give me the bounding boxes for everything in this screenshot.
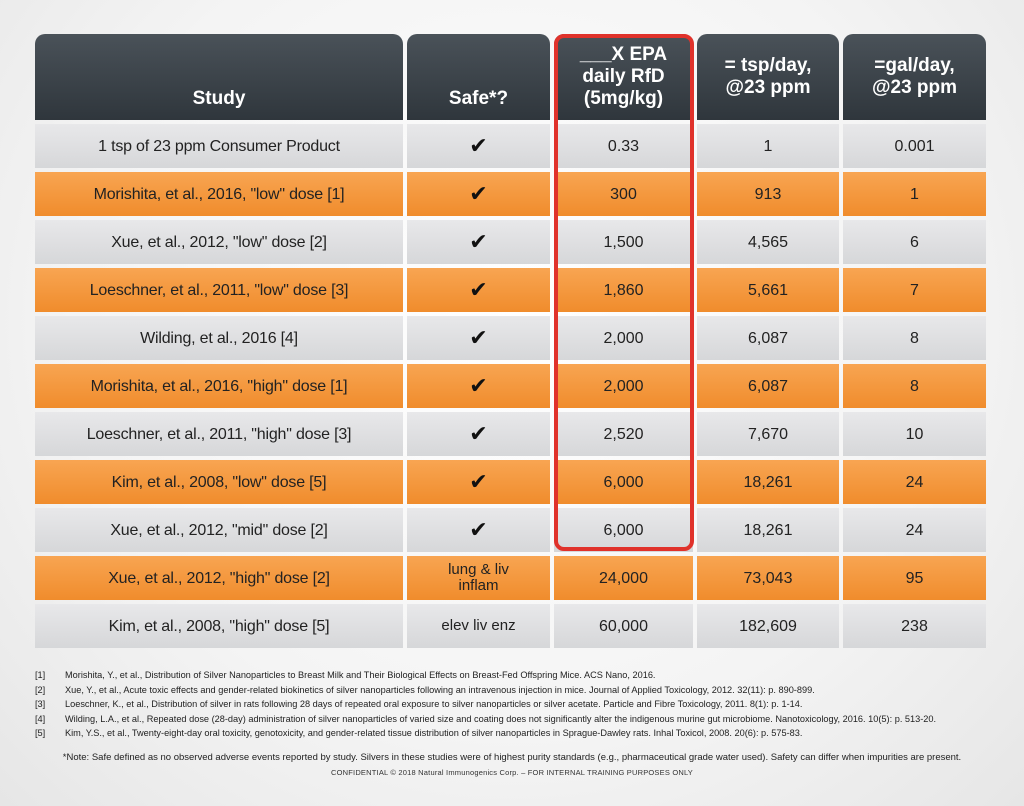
study-label: Xue, et al., 2012, "high" dose [2] — [108, 569, 330, 587]
gal-value: 24 — [905, 521, 924, 539]
tsp-value: 913 — [754, 185, 782, 203]
table-header-row — [35, 34, 988, 120]
cell-study — [35, 460, 403, 504]
checkmark-icon: ✔ — [469, 229, 488, 255]
study-label: Loeschner, et al., 2011, "high" dose [3] — [86, 425, 352, 443]
header-safe-label: Safe*? — [448, 88, 509, 109]
cell-tsp — [697, 556, 839, 600]
checkmark-icon: ✔ — [469, 325, 488, 351]
study-label: Kim, et al., 2008, "high" dose [5] — [108, 617, 330, 635]
cell-rfd — [554, 124, 693, 168]
cell-safe — [407, 556, 550, 600]
cell-tsp — [697, 268, 839, 312]
safe-effect-text — [448, 562, 509, 594]
cell-study — [35, 508, 403, 552]
gal-value: 8 — [910, 329, 919, 347]
safety-note: *Note: Safe defined as no observed adverse events reported by study. Silvers in these studies were of highest purity standards (e.g., pharmaceutical grade water used). Safety can differ when impurities are present. — [62, 752, 962, 763]
reference-text: Loeschner, K., et al., Distribution of silver in rats following 28 days of repeated oral exposure to silver nanoparticles or silver acetate. Particle and Fibre Toxicology, 2011. 8(1): p. 1-14. — [65, 699, 803, 710]
cell-gal — [843, 412, 986, 456]
study-label: Xue, et al., 2012, "low" dose [2] — [111, 233, 327, 251]
header-gal-line1: =gal/day, — [874, 55, 955, 76]
cell-study — [35, 412, 403, 456]
cell-rfd — [554, 316, 693, 360]
gal-value: 238 — [901, 617, 928, 635]
cell-safe — [407, 220, 550, 264]
gal-value: 10 — [905, 425, 924, 443]
reference-item — [35, 683, 995, 698]
table-row — [35, 124, 988, 168]
reference-number: [3] — [35, 699, 46, 710]
tsp-value: 73,043 — [743, 569, 793, 587]
cell-tsp — [697, 508, 839, 552]
gal-value: 0.001 — [894, 137, 935, 155]
rfd-value: 6,000 — [603, 473, 644, 491]
cell-study — [35, 172, 403, 216]
table-row — [35, 268, 988, 312]
rfd-value: 300 — [610, 185, 637, 203]
cell-study — [35, 268, 403, 312]
checkmark-icon: ✔ — [469, 517, 488, 543]
checkmark-icon: ✔ — [469, 373, 488, 399]
cell-safe — [407, 508, 550, 552]
header-gal-line2: @23 ppm — [871, 77, 958, 98]
cell-gal — [843, 508, 986, 552]
table-row — [35, 412, 988, 456]
header-rfd-line3: (5mg/kg) — [583, 88, 664, 109]
cell-safe — [407, 604, 550, 648]
reference-text: Wilding, L.A., et al., Repeated dose (28-day) administration of silver nanoparticles of varied size and coating does not significantly alter the indigenous murine gut microbiome. Nanotoxicology, 2016. 10(5): p. 513-20. — [65, 713, 937, 724]
cell-gal — [843, 460, 986, 504]
cell-gal — [843, 604, 986, 648]
header-rfd-line1: ___X EPA — [579, 44, 668, 65]
reference-text: Morishita, Y., et al., Distribution of Silver Nanoparticles to Breast Milk and Their Biological Effects on Breast-Fed Offspring Mice. ACS Nano, 2016. — [65, 670, 656, 681]
rfd-value: 2,000 — [603, 377, 644, 395]
reference-number: [5] — [35, 728, 46, 739]
gal-value: 1 — [910, 185, 919, 203]
reference-item — [35, 697, 995, 712]
cell-rfd — [554, 604, 693, 648]
header-safe — [407, 34, 550, 120]
reference-item — [35, 726, 995, 741]
comparison-table — [35, 34, 988, 648]
study-label: Xue, et al., 2012, "mid" dose [2] — [110, 521, 328, 539]
header-tsp — [697, 34, 839, 120]
cell-gal — [843, 556, 986, 600]
cell-rfd — [554, 220, 693, 264]
rfd-value: 60,000 — [599, 617, 648, 635]
safe-effect-text: elev liv enz — [441, 617, 516, 634]
reference-item — [35, 668, 995, 683]
checkmark-icon: ✔ — [469, 469, 488, 495]
header-study — [35, 34, 403, 120]
checkmark-icon: ✔ — [469, 133, 488, 159]
checkmark-icon: ✔ — [469, 421, 488, 447]
header-gal — [843, 34, 986, 120]
cell-rfd — [554, 508, 693, 552]
safe-effect-line1: lung & liv — [448, 561, 509, 578]
cell-tsp — [697, 316, 839, 360]
cell-tsp — [697, 220, 839, 264]
cell-tsp — [697, 124, 839, 168]
cell-gal — [843, 220, 986, 264]
cell-study — [35, 604, 403, 648]
gal-value: 7 — [910, 281, 919, 299]
tsp-value: 4,565 — [747, 233, 789, 251]
cell-gal — [843, 268, 986, 312]
cell-gal — [843, 124, 986, 168]
study-label: 1 tsp of 23 ppm Consumer Product — [98, 137, 340, 155]
study-label: Loeschner, et al., 2011, "low" dose [3] — [89, 281, 349, 299]
reference-item — [35, 712, 995, 727]
tsp-value: 5,661 — [747, 281, 789, 299]
cell-study — [35, 316, 403, 360]
checkmark-icon: ✔ — [469, 181, 488, 207]
gal-value: 6 — [910, 233, 919, 251]
rfd-value: 2,520 — [603, 425, 644, 443]
cell-safe — [407, 268, 550, 312]
cell-safe — [407, 172, 550, 216]
rfd-value: 1,500 — [603, 233, 644, 251]
cell-study — [35, 220, 403, 264]
cell-safe — [407, 124, 550, 168]
header-study-label: Study — [192, 88, 246, 109]
references-list — [35, 668, 995, 741]
cell-tsp — [697, 604, 839, 648]
table-row — [35, 556, 988, 600]
study-label: Morishita, et al., 2016, "low" dose [1] — [93, 185, 345, 203]
tsp-value: 6,087 — [747, 329, 789, 347]
cell-rfd — [554, 460, 693, 504]
table-row — [35, 364, 988, 408]
tsp-value: 7,670 — [747, 425, 789, 443]
rfd-value: 1,860 — [603, 281, 644, 299]
table-row — [35, 508, 988, 552]
tsp-value: 1 — [763, 137, 773, 155]
cell-safe — [407, 460, 550, 504]
cell-rfd — [554, 268, 693, 312]
reference-number: [1] — [35, 670, 46, 681]
cell-rfd — [554, 364, 693, 408]
reference-text: Kim, Y.S., et al., Twenty-eight-day oral toxicity, genotoxicity, and gender-related tissue distribution of silver nanoparticles in Sprague-Dawley rats. Inhal Toxicol, 2008. 20(6): p. 575-83. — [65, 728, 803, 739]
table-row — [35, 220, 988, 264]
tsp-value: 6,087 — [747, 377, 789, 395]
study-label: Kim, et al., 2008, "low" dose [5] — [111, 473, 327, 491]
cell-tsp — [697, 172, 839, 216]
cell-rfd — [554, 172, 693, 216]
cell-safe — [407, 412, 550, 456]
rfd-value: 6,000 — [603, 521, 644, 539]
cell-tsp — [697, 364, 839, 408]
header-tsp-line2: @23 ppm — [725, 77, 811, 98]
rfd-value: 2,000 — [603, 329, 644, 347]
cell-tsp — [697, 460, 839, 504]
rfd-value: 24,000 — [599, 569, 648, 587]
table-row — [35, 172, 988, 216]
reference-number: [2] — [35, 684, 46, 695]
tsp-value: 18,261 — [743, 521, 793, 539]
gal-value: 8 — [910, 377, 919, 395]
reference-number: [4] — [35, 713, 46, 724]
reference-text: Xue, Y., et al., Acute toxic effects and gender-related biokinetics of silver nanoparticles following an intravenous injection in mice. Journal of Applied Toxicology, 2012. 32(11): p. 890-899. — [65, 684, 815, 695]
cell-tsp — [697, 412, 839, 456]
cell-gal — [843, 364, 986, 408]
table-row — [35, 316, 988, 360]
confidential-footer: CONFIDENTIAL © 2018 Natural Immunogenics Corp. – FOR INTERNAL TRAINING PURPOSES ONLY — [330, 768, 693, 777]
safe-effect-line2: inflam — [458, 577, 499, 594]
cell-study — [35, 364, 403, 408]
gal-value: 95 — [905, 569, 924, 587]
table-row — [35, 460, 988, 504]
study-label: Wilding, et al., 2016 [4] — [140, 329, 298, 347]
header-rfd — [554, 34, 693, 120]
tsp-value: 182,609 — [739, 617, 797, 635]
tsp-value: 18,261 — [743, 473, 793, 491]
header-tsp-line1: = tsp/day, — [724, 55, 812, 76]
study-label: Morishita, et al., 2016, "high" dose [1] — [90, 377, 348, 395]
cell-study — [35, 556, 403, 600]
rfd-value: 0.33 — [607, 137, 640, 155]
checkmark-icon: ✔ — [469, 277, 488, 303]
cell-safe — [407, 364, 550, 408]
table-row — [35, 604, 988, 648]
header-rfd-line2: daily RfD — [582, 66, 665, 87]
cell-safe — [407, 316, 550, 360]
cell-gal — [843, 172, 986, 216]
cell-rfd — [554, 412, 693, 456]
cell-rfd — [554, 556, 693, 600]
gal-value: 24 — [905, 473, 924, 491]
cell-gal — [843, 316, 986, 360]
cell-study — [35, 124, 403, 168]
